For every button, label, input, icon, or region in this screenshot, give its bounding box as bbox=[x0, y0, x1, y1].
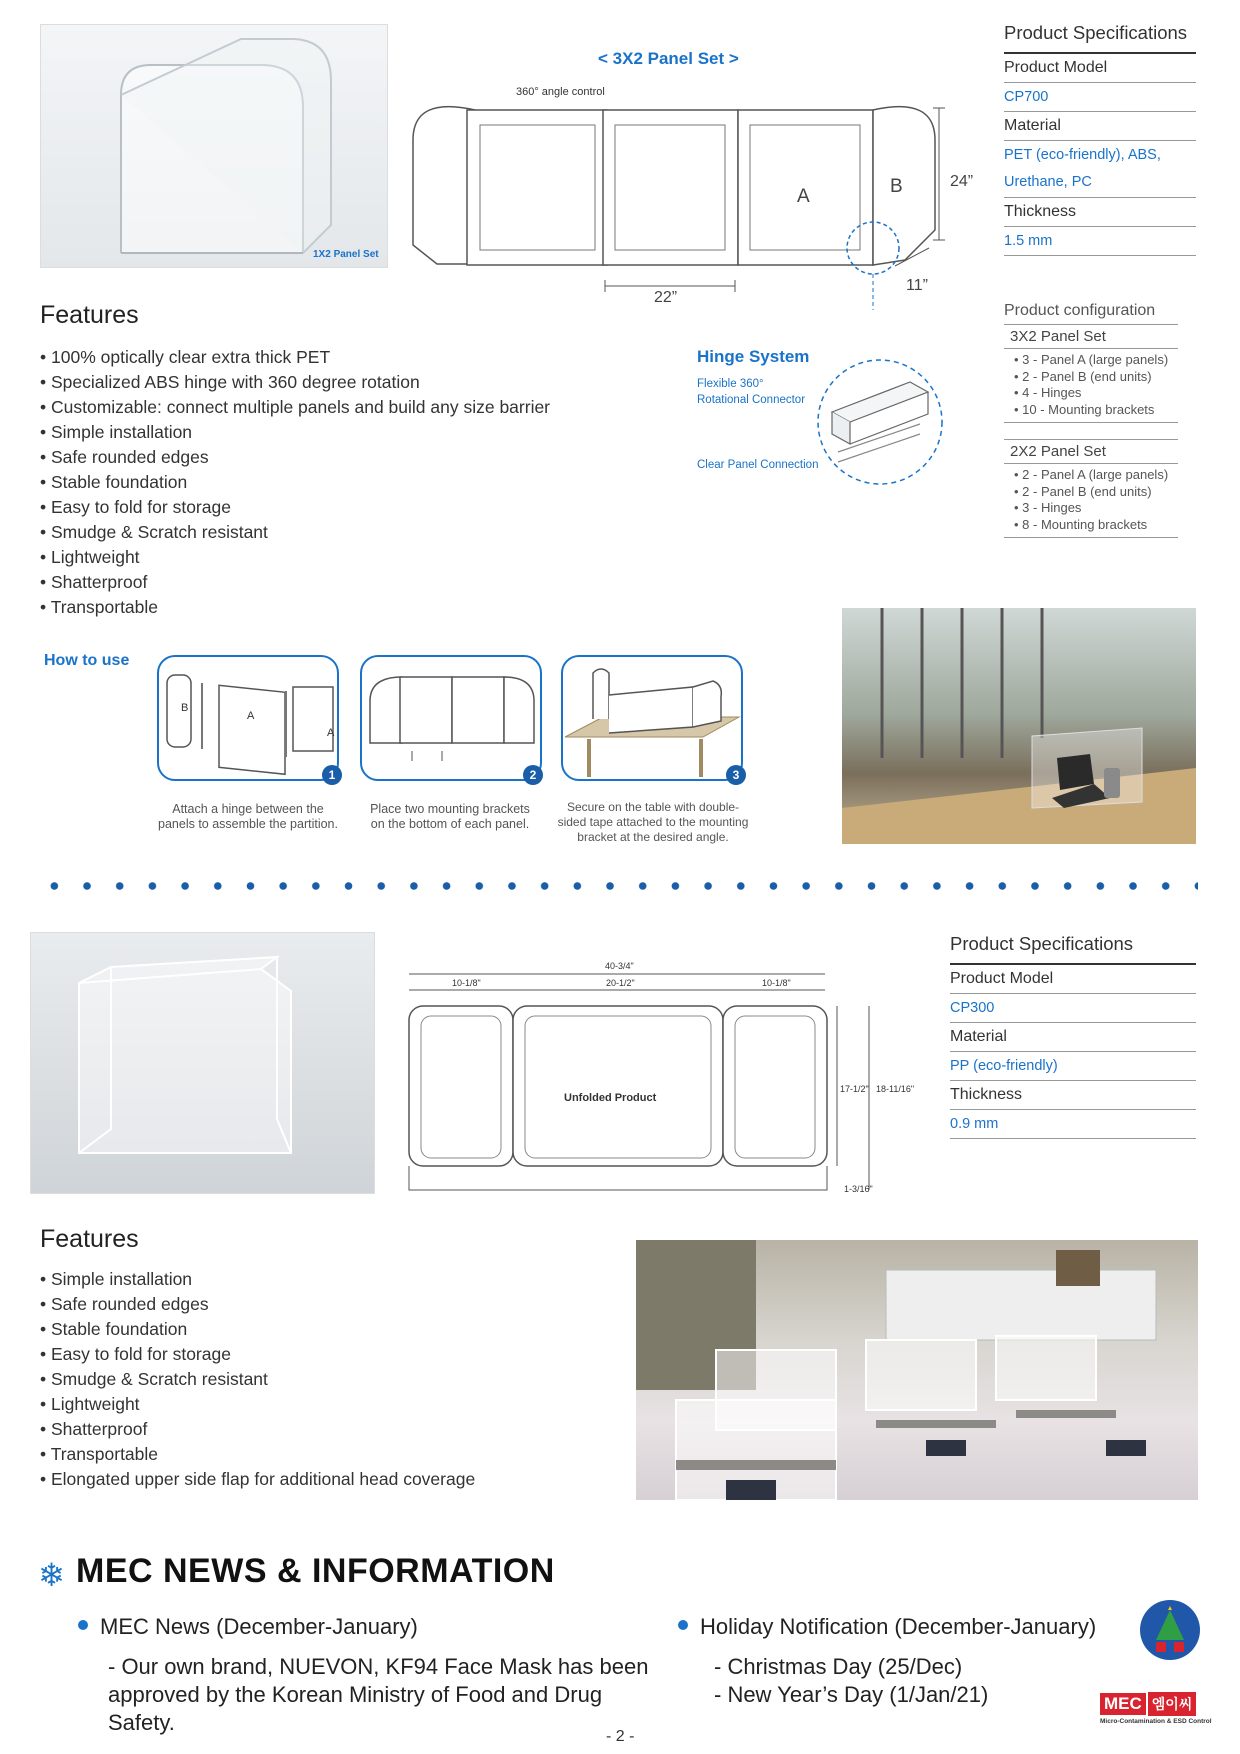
dim-flap-height: 1-3/16" bbox=[844, 1184, 873, 1194]
config-item: • 2 - Panel A (large panels) bbox=[1014, 467, 1178, 484]
spec-value: CP300 bbox=[950, 1000, 995, 1016]
dim-total-width: 40-3/4" bbox=[605, 961, 634, 971]
how-step-3-card bbox=[561, 655, 743, 781]
spec-row-thickness bbox=[1004, 198, 1196, 226]
spec-label: Product Model bbox=[1004, 59, 1108, 76]
dim-right-width: 10-1/8" bbox=[762, 978, 791, 988]
how-step-1-card bbox=[157, 655, 339, 781]
caption-line: on the bottom of each panel. bbox=[370, 817, 530, 831]
how-to-use-title: How to use bbox=[44, 652, 130, 669]
classroom-scene bbox=[842, 608, 1196, 844]
feature-item: • Stable foundation bbox=[40, 1317, 475, 1342]
snowflake-icon: ❄ bbox=[38, 1557, 65, 1593]
dim-left-width: 10-1/8" bbox=[452, 978, 481, 988]
clear-panel-label: Clear Panel Connection bbox=[697, 459, 819, 471]
config-item: • 3 - Hinges bbox=[1014, 500, 1178, 517]
spec-row-thickness bbox=[950, 1081, 1196, 1109]
hinge-connector-line-2: Rotational Connector bbox=[697, 394, 806, 406]
feature-item: • Customizable: connect multiple panels and build any size barrier bbox=[40, 395, 550, 420]
panel-set-photo bbox=[40, 24, 388, 268]
logo-tagline: Micro-Contamination & ESD Control bbox=[1100, 1718, 1212, 1725]
config-item: • 3 - Panel A (large panels) bbox=[1014, 352, 1178, 369]
feature-item: • Simple installation bbox=[40, 1267, 475, 1292]
feature-item: • Specialized ABS hinge with 360 degree rotation bbox=[40, 370, 550, 395]
feature-item: • 100% optically clear extra thick PET bbox=[40, 345, 550, 370]
spec-row-material bbox=[1004, 112, 1196, 140]
classroom-desks-scene bbox=[636, 1240, 1198, 1500]
news-line: - Christmas Day (25/Dec) bbox=[714, 1654, 963, 1679]
feature-item: • Transportable bbox=[40, 595, 550, 620]
news-right-body bbox=[714, 1653, 988, 1709]
step-1-label-a2: A bbox=[327, 727, 335, 739]
page-number: - 2 - bbox=[606, 1728, 635, 1745]
config-item: • 2 - Panel B (end units) bbox=[1014, 484, 1178, 501]
step-1-label-a: A bbox=[247, 710, 255, 722]
feature-item: • Stable foundation bbox=[40, 470, 550, 495]
spec-value: Urethane, PC bbox=[1004, 174, 1092, 190]
feature-item: • Lightweight bbox=[40, 545, 550, 570]
news-title: MEC NEWS & INFORMATION bbox=[76, 1552, 555, 1590]
spec-value-material bbox=[950, 1051, 1196, 1081]
panel-illustration bbox=[41, 25, 387, 267]
news-line: - New Year’s Day (1/Jan/21) bbox=[714, 1682, 989, 1707]
caption-line: bracket at the desired angle. bbox=[577, 830, 729, 844]
how-step-2-card bbox=[360, 655, 542, 781]
news-left-body bbox=[108, 1653, 648, 1737]
logo-korean: 엠이씨 bbox=[1148, 1692, 1197, 1716]
step-3-caption bbox=[550, 800, 756, 845]
feature-item: • Safe rounded edges bbox=[40, 445, 550, 470]
spec-label: Material bbox=[1004, 117, 1061, 134]
diagram-title: < 3X2 Panel Set > bbox=[598, 49, 739, 68]
feature-item: • Easy to fold for storage bbox=[40, 1342, 475, 1367]
product-configuration bbox=[1004, 302, 1178, 538]
bracket-illustration bbox=[362, 657, 540, 779]
dim-center-width: 20-1/2" bbox=[606, 978, 635, 988]
specs-title: Product Specifications bbox=[1004, 22, 1196, 54]
desk-shield-illustration bbox=[31, 933, 374, 1193]
hinge-connector-line-1: Flexible 360° bbox=[697, 378, 764, 390]
panel-a-label: A bbox=[797, 186, 810, 207]
unfolded-product-diagram bbox=[405, 970, 885, 1200]
feature-item: • Elongated upper side flap for additional head coverage bbox=[40, 1467, 475, 1492]
section-divider bbox=[38, 880, 1198, 892]
news-line: Safety. bbox=[108, 1710, 175, 1735]
height-dimension: 24” bbox=[950, 173, 974, 190]
logo-text: MEC bbox=[1100, 1693, 1146, 1715]
specs-panel-top bbox=[1004, 22, 1196, 256]
features-list bbox=[40, 1267, 475, 1492]
angle-control-label: 360° angle control bbox=[516, 86, 605, 98]
feature-item: • Safe rounded edges bbox=[40, 1292, 475, 1317]
table-illustration bbox=[563, 657, 741, 779]
config-set-name: 2X2 Panel Set bbox=[1004, 439, 1178, 464]
photo-caption: 1X2 Panel Set bbox=[313, 249, 379, 260]
spec-value-thickness bbox=[1004, 226, 1196, 256]
news-line: - Our own brand, NUEVON, KF94 Face Mask has been bbox=[108, 1654, 649, 1679]
features-title: Features bbox=[40, 301, 139, 329]
caption-line: Place two mounting brackets bbox=[370, 802, 530, 816]
step-2-caption bbox=[352, 802, 548, 832]
spec-label: Thickness bbox=[950, 1086, 1023, 1103]
spec-value-model bbox=[1004, 82, 1196, 112]
config-item: • 2 - Panel B (end units) bbox=[1014, 369, 1178, 386]
spec-value: PET (eco-friendly), ABS, bbox=[1004, 147, 1161, 163]
step-1-number: 1 bbox=[322, 765, 342, 785]
panel-b-label: B bbox=[890, 176, 903, 197]
config-item: • 10 - Mounting brackets bbox=[1014, 402, 1178, 419]
spec-value: CP700 bbox=[1004, 89, 1049, 105]
cp300-photo bbox=[30, 932, 375, 1194]
spec-row-model bbox=[1004, 54, 1196, 82]
caption-line: panels to assemble the partition. bbox=[158, 817, 338, 831]
dim-height-total: 18-11/16" bbox=[876, 1084, 915, 1094]
christmas-tree-icon bbox=[1140, 1600, 1200, 1660]
step-2-number: 2 bbox=[523, 765, 543, 785]
mec-logo bbox=[1100, 1692, 1212, 1725]
spec-row-model bbox=[950, 965, 1196, 993]
hinge-title: Hinge System bbox=[697, 347, 810, 366]
spec-value-model bbox=[950, 993, 1196, 1023]
hinge-connector-label bbox=[697, 376, 805, 408]
config-item: • 4 - Hinges bbox=[1014, 385, 1178, 402]
caption-line: Attach a hinge between the bbox=[172, 802, 324, 816]
specs-panel-bottom bbox=[950, 933, 1196, 1139]
feature-item: • Lightweight bbox=[40, 1392, 475, 1417]
caption-line: Secure on the table with double- bbox=[566, 800, 740, 814]
step-3-number: 3 bbox=[726, 765, 746, 785]
feature-item: • Smudge & Scratch resistant bbox=[40, 1367, 475, 1392]
news-line: approved by the Korean Ministry of Food and Drug bbox=[108, 1682, 603, 1707]
feature-item: • Easy to fold for storage bbox=[40, 495, 550, 520]
news-right-heading: Holiday Notification (December-January) bbox=[678, 1614, 1096, 1640]
feature-item: • Shatterproof bbox=[40, 570, 550, 595]
feature-item: • Shatterproof bbox=[40, 1417, 475, 1442]
spec-label: Material bbox=[950, 1028, 1007, 1045]
spec-label: Product Model bbox=[950, 970, 1054, 987]
features-list bbox=[40, 345, 550, 620]
spec-label: Thickness bbox=[1004, 203, 1077, 220]
spec-row-material bbox=[950, 1023, 1196, 1051]
depth-dimension: 11” bbox=[906, 277, 928, 294]
news-left-heading: MEC News (December-January) bbox=[78, 1614, 418, 1640]
config-title: Product configuration bbox=[1004, 302, 1178, 325]
config-item: • 8 - Mounting brackets bbox=[1014, 517, 1178, 534]
config-set-name: 3X2 Panel Set bbox=[1004, 325, 1178, 349]
unfolded-label: Unfolded Product bbox=[564, 1092, 657, 1104]
hinge-detail bbox=[810, 352, 950, 492]
width-dimension: 22” bbox=[654, 289, 678, 306]
caption-line: sided tape attached to the mounting bbox=[557, 815, 749, 829]
tree-graphic bbox=[1140, 1600, 1200, 1660]
feature-item: • Simple installation bbox=[40, 420, 550, 445]
spec-value-material bbox=[1004, 140, 1196, 198]
feature-item: • Transportable bbox=[40, 1442, 475, 1467]
dim-height-inner: 17-1/2" bbox=[840, 1084, 869, 1094]
step-1-caption bbox=[150, 802, 346, 832]
classroom-photo bbox=[636, 1240, 1198, 1500]
config-item-list bbox=[1004, 464, 1178, 538]
spec-value-thickness bbox=[950, 1109, 1196, 1139]
config-item-list bbox=[1004, 349, 1178, 423]
spec-value: PP (eco-friendly) bbox=[950, 1058, 1058, 1074]
feature-item: • Smudge & Scratch resistant bbox=[40, 520, 550, 545]
step-1-label-b: B bbox=[181, 702, 189, 714]
specs-title: Product Specifications bbox=[950, 933, 1196, 965]
features-title: Features bbox=[40, 1225, 139, 1253]
lecture-hall-photo bbox=[842, 608, 1196, 844]
spec-value: 0.9 mm bbox=[950, 1116, 999, 1132]
spec-value: 1.5 mm bbox=[1004, 233, 1053, 249]
